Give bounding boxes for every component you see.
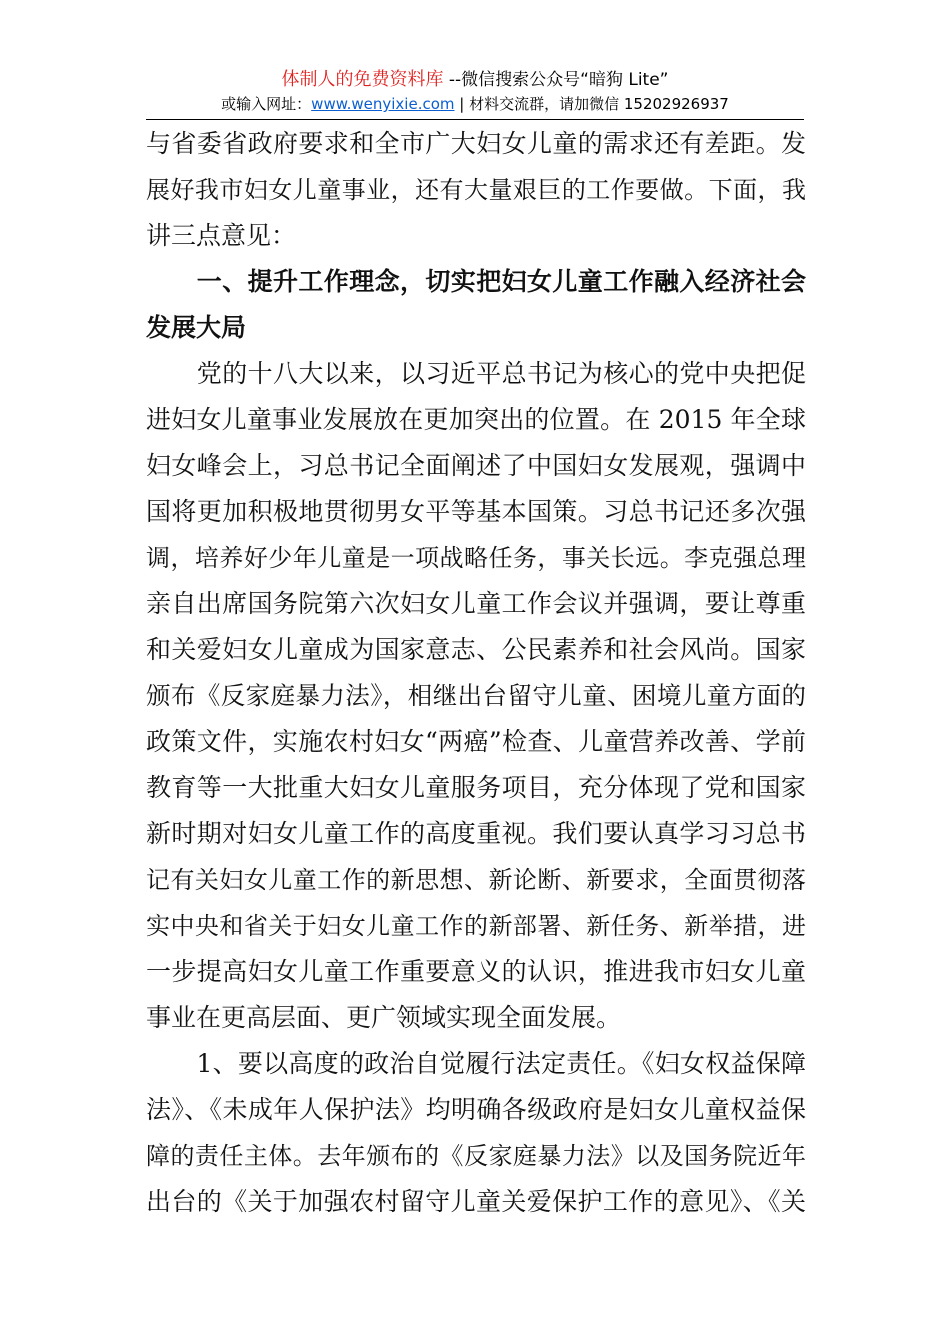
text-line: 进妇女儿童事业发展放在更加突出的位置。在 2015 年全球	[146, 405, 806, 434]
text-line: 事业在更高层面、更广领域实现全面发展。	[146, 1003, 622, 1032]
text-line: 记有关妇女儿童工作的新思想、新论断、新要求，全面贯彻落	[146, 866, 806, 894]
header-line-1	[146, 68, 804, 92]
header-tagline: --微信搜索公众号“暗狗 Lite”	[443, 70, 669, 90]
text-line: 出台的《关于加强农村留守儿童关爱保护工作的意见》、《关	[146, 1187, 806, 1216]
text-line: 展好我市妇女儿童事业，还有大量艰巨的工作要做。下面，我	[146, 176, 806, 204]
text-line: 教育等一大批重大妇女儿童服务项目，充分体现了党和国家	[146, 773, 806, 802]
header-url-prefix: 或输入网址：	[221, 95, 312, 113]
text-line: 障的责任主体。去年颁布的《反家庭暴力法》以及国务院近年	[146, 1142, 806, 1170]
text-line: 讲三点意见：	[146, 221, 297, 250]
text-line: 妇女峰会上，习总书记全面阐述了中国妇女发展观，强调中	[146, 451, 806, 480]
text-line: 与省委省政府要求和全市广大妇女儿童的需求还有差距。发	[146, 129, 806, 158]
text-line: 颁布《反家庭暴力法》，相继出台留守儿童、困境儿童方面的	[146, 681, 806, 710]
text-line: 新时期对妇女儿童工作的高度重视。我们要认真学习习总书	[146, 819, 806, 848]
section-heading-line: 一、提升工作理念，切实把妇女儿童工作融入经济社会	[146, 267, 806, 296]
section-heading-line: 发展大局	[146, 313, 247, 342]
header-url-link[interactable]: www.wenyixie.com	[311, 95, 455, 113]
text-line: 实中央和省关于妇女儿童工作的新部署、新任务、新举措，进	[146, 912, 806, 940]
header-divider	[146, 119, 804, 120]
text-line: 国将更加积极地贯彻男女平等基本国策。习总书记还多次强	[146, 497, 806, 526]
text-line: 党的十八大以来，以习近平总书记为核心的党中央把促	[146, 359, 806, 388]
header-line-2	[146, 92, 804, 116]
page-header	[146, 68, 804, 116]
header-contact: | 材料交流群，请加微信 15202926937	[454, 95, 729, 113]
text-line: 政策文件，实施农村妇女“两癌”检查、儿童营养改善、学前	[146, 727, 806, 756]
header-brand: 体制人的免费资料库	[281, 69, 444, 90]
text-line: 法》、《未成年人保护法》均明确各级政府是妇女儿童权益保	[146, 1095, 806, 1124]
text-line: 1、要以高度的政治自觉履行法定责任。《妇女权益保障	[146, 1049, 806, 1078]
text-line: 调，培养好少年儿童是一项战略任务，事关长远。李克强总理	[146, 544, 806, 572]
text-line: 一步提高妇女儿童工作重要意义的认识，推进我市妇女儿童	[146, 957, 806, 986]
text-line: 亲自出席国务院第六次妇女儿童工作会议并强调，要让尊重	[146, 589, 806, 618]
text-line: 和关爱妇女儿童成为国家意志、公民素养和社会风尚。国家	[146, 635, 806, 664]
